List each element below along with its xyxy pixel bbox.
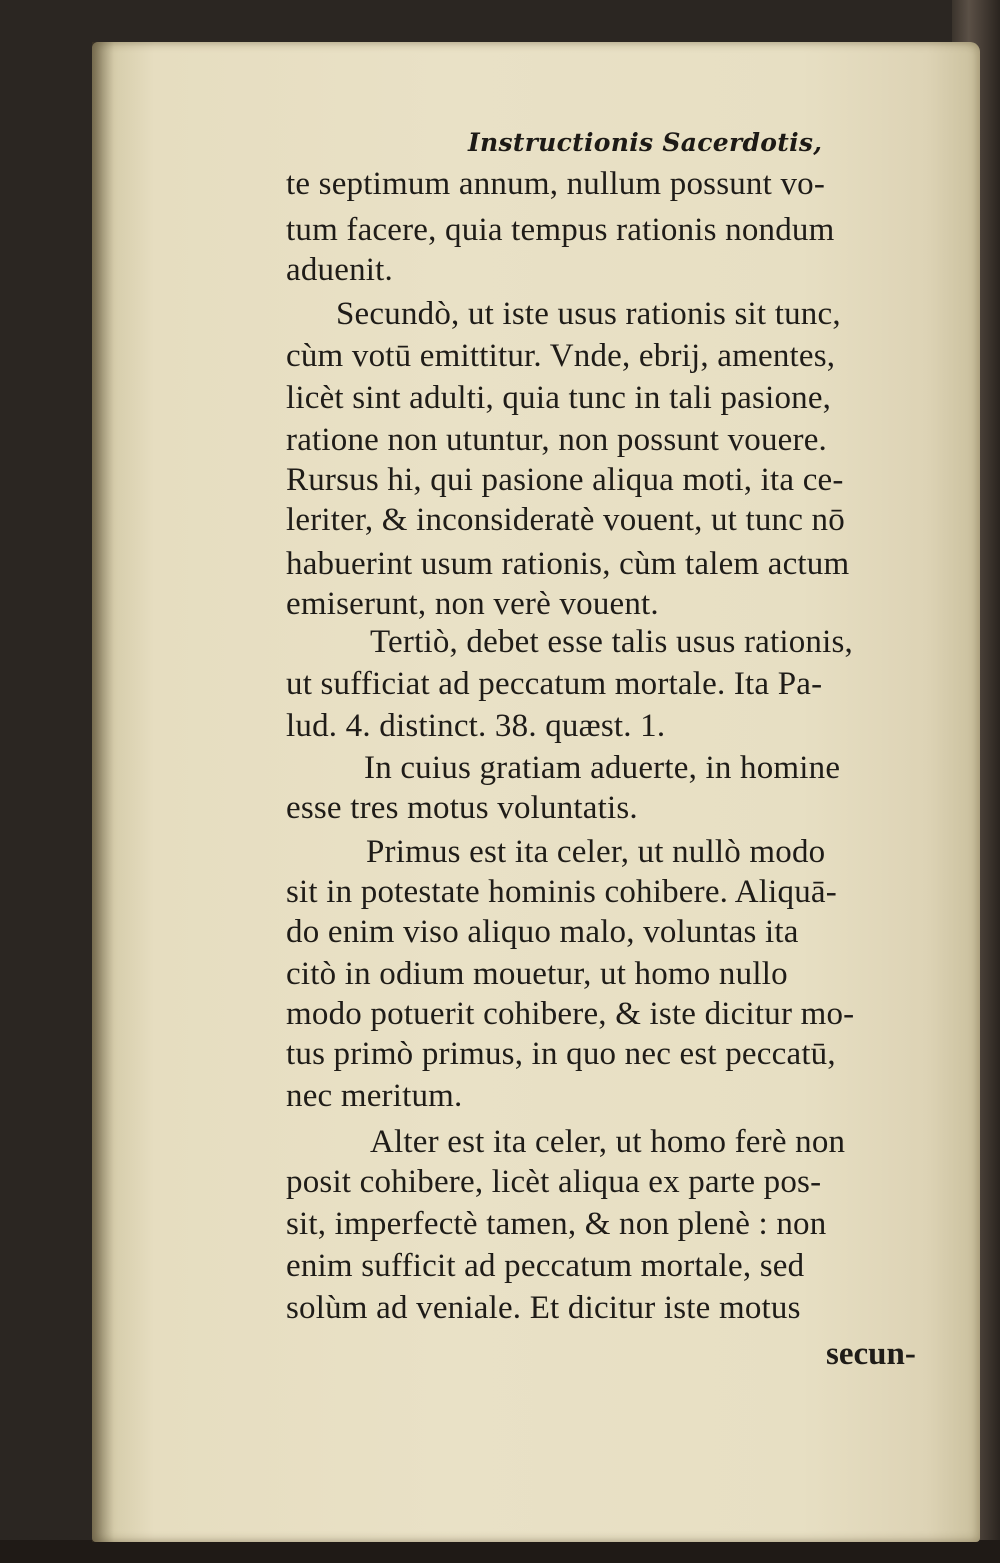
text-line: posit cohibere, licèt aliqua ex parte pos- [286, 1164, 822, 1200]
catchword: secun- [826, 1336, 916, 1372]
text-line: leriter, & inconsideratè vouent, ut tunc nō [286, 502, 845, 538]
text-line: ratione non utuntur, non possunt vouere. [286, 422, 828, 458]
text-line: Primus est ita celer, ut nullò modo [366, 834, 826, 870]
text-line: lud. 4. distinct. 38. quæst. 1. [286, 708, 666, 744]
running-head: Instructionis Sacerdotis, [468, 128, 823, 157]
text-line: esse tres motus voluntatis. [286, 790, 638, 826]
text-line: citò in odium mouetur, ut homo nullo [286, 956, 788, 992]
text-line: In cuius gratiam aduerte, in homine [364, 750, 841, 786]
text-line: cùm votū emittitur. Vnde, ebrij, amentes, [286, 338, 836, 374]
text-line: enim sufficit ad peccatum mortale, sed [286, 1248, 805, 1284]
text-line: tum facere, quia tempus rationis nondum [286, 212, 835, 248]
text-line: habuerint usum rationis, cùm talem actum [286, 546, 850, 582]
text-line: sit in potestate hominis cohibere. Aliquā- [286, 874, 837, 910]
text-line: solùm ad veniale. Et dicitur iste motus [286, 1290, 801, 1326]
scan-bottom-edge [0, 1540, 1000, 1563]
text-line: do enim viso aliquo malo, voluntas ita [286, 914, 799, 950]
text-line: Alter est ita celer, ut homo ferè non [370, 1124, 846, 1160]
text-line: Tertiò, debet esse talis usus rationis, [370, 624, 853, 660]
text-line: te septimum annum, nullum possunt vo- [286, 166, 826, 202]
text-line: tus primò primus, in quo nec est peccatū, [286, 1036, 836, 1072]
text-line: aduenit. [286, 252, 393, 288]
text-line: Rursus hi, qui pasione aliqua moti, ita ce- [286, 462, 844, 498]
text-line: sit, imperfectè tamen, & non plenè : non [286, 1206, 827, 1242]
text-line: ut sufficiat ad peccatum mortale. Ita Pa- [286, 666, 823, 702]
text-line: nec meritum. [286, 1078, 463, 1114]
text-line: licèt sint adulti, quia tunc in tali pasione, [286, 380, 832, 416]
text-line: emiserunt, non verè vouent. [286, 586, 659, 622]
text-line: modo potuerit cohibere, & iste dicitur mo- [286, 996, 855, 1032]
gutter-shadow [92, 42, 114, 1542]
text-line: Secundò, ut iste usus rationis sit tunc, [336, 296, 841, 332]
